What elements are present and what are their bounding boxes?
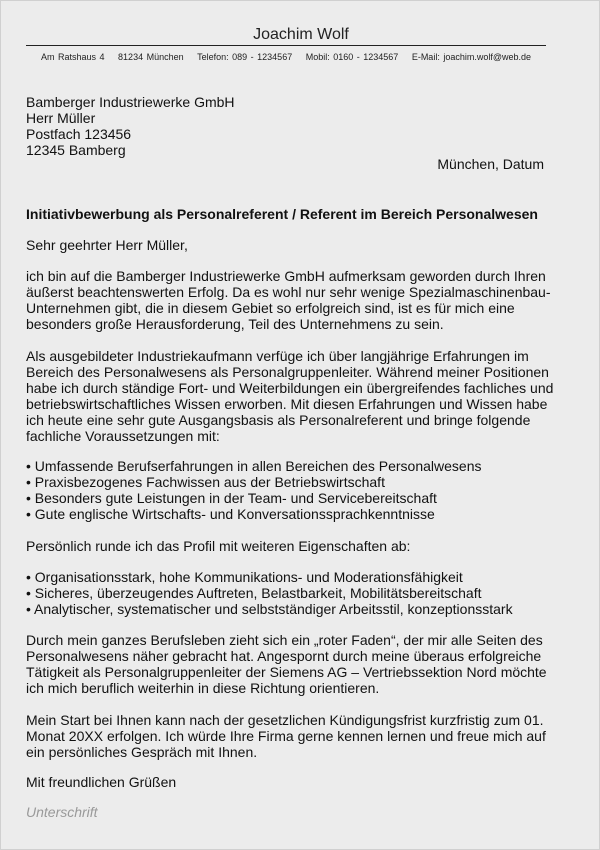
text-line: Persönlich runde ich das Profil mit weiteren Eigenschaften ab: (26, 538, 411, 554)
text-line: betriebswirtschaftliches Wissen erworben. Mit diesen Erfahrungen und Wissen habe (26, 396, 548, 412)
list-item: • Sicheres, überzeugendes Auftreten, Belastbarkeit, Mobilitätsbereitschaft (26, 585, 482, 601)
text-line: Personalwesens näher gebracht hat. Angespornt durch meine überaus erfolgreiche (26, 648, 542, 664)
subject: Initiativbewerbung als Personalreferent / Referent im Bereich Personalwesen (26, 206, 538, 222)
text-line: ich heute eine sehr gute Ausgangsbasis als Personalreferent und bringe folgende (26, 412, 531, 428)
paragraph-3 (26, 538, 586, 554)
recipient-line: Herr Müller (26, 110, 96, 126)
text-line: Bereich des Personalwesens als Personalgruppenleiter. Während meiner Positionen (26, 364, 549, 380)
paragraph-1 (26, 268, 586, 332)
traits-list (26, 569, 586, 617)
text-line: Tätigkeit als Personalgruppenleiter der Siemens AG – Vertriebssektion Nord möchte (26, 664, 547, 680)
recipient-address (26, 94, 586, 158)
contact-mobile: Mobil: 0160 - 1234567 (305, 52, 399, 62)
recipient-line: Bamberger Industriewerke GmbH (26, 94, 235, 110)
closing: Mit freundlichen Grüßen (26, 774, 177, 790)
paragraph-2 (26, 348, 586, 444)
list-item: • Analytischer, systematischer und selbstständiger Arbeitsstil, konzeptionsstark (26, 601, 513, 617)
salutation: Sehr geehrter Herr Müller, (26, 237, 188, 253)
text-line: Durch mein ganzes Berufsleben zieht sich ein „roter Faden“, der mir alle Seiten des (26, 632, 543, 648)
contact-phone: Telefon: 089 - 1234567 (197, 52, 293, 62)
list-item: • Praxisbezogenes Fachwissen aus der Betriebswirtschaft (26, 474, 385, 490)
text-line: Mein Start bei Ihnen kann nach der gesetzlichen Kündigungsfrist kurzfristig zum 01. (26, 712, 544, 728)
text-line: habe ich durch ständige Fort- und Weiterbildungen ein übergreifendes fachliches und (26, 380, 554, 396)
text-line: fachliche Voraussetzungen mit: (26, 428, 220, 444)
contact-city: 81234 München (118, 52, 184, 62)
text-line: äußerst beachtenswerten Erfolg. Da es wohl nur sehr wenige Spezialmaschinenbau- (26, 284, 551, 300)
text-line: Unternehmen gibt, die in diesem Gebiet so erfolgreich sind, ist es für mich eine (26, 300, 515, 316)
sender-name: Joachim Wolf (253, 26, 349, 43)
paragraph-5 (26, 712, 586, 760)
text-line: Monat 20XX erfolgen. Ich würde Ihre Firma gerne kennen lernen und freue mich auf (26, 728, 546, 744)
signature: Unterschrift (26, 804, 98, 820)
date: München, Datum (437, 156, 544, 172)
text-line: besonders große Herausforderung, Teil des Unternehmens zu sein. (26, 316, 444, 332)
text-line: ich mich beruflich weiterhin in diese Richtung orientieren. (26, 680, 380, 696)
list-item: • Umfassende Berufserfahrungen in allen Bereichen des Personalwesens (26, 458, 482, 474)
qualifications-list (26, 458, 586, 522)
list-item: • Organisationsstark, hohe Kommunikations- und Moderationsfähigkeit (26, 569, 463, 585)
recipient-line: 12345 Bamberg (26, 142, 126, 158)
list-item: • Besonders gute Leistungen in der Team- und Servicebereitschaft (26, 490, 437, 506)
text-line: ein persönliches Gespräch mit Ihnen. (26, 744, 258, 760)
header-divider (26, 45, 546, 46)
list-item: • Gute englische Wirtschafts- und Konversationssprachkenntnisse (26, 506, 435, 522)
paragraph-4 (26, 632, 586, 696)
recipient-line: Postfach 123456 (26, 126, 132, 142)
text-line: Als ausgebildeter Industriekaufmann verfüge ich über langjährige Erfahrungen im (26, 348, 529, 364)
text-line: ich bin auf die Bamberger Industriewerke GmbH aufmerksam geworden durch Ihren (26, 268, 546, 284)
contact-address: Am Ratshaus 4 (41, 52, 105, 62)
contact-email: E-Mail: joachim.wolf@web.de (411, 52, 531, 62)
sender-contact (1, 52, 571, 62)
